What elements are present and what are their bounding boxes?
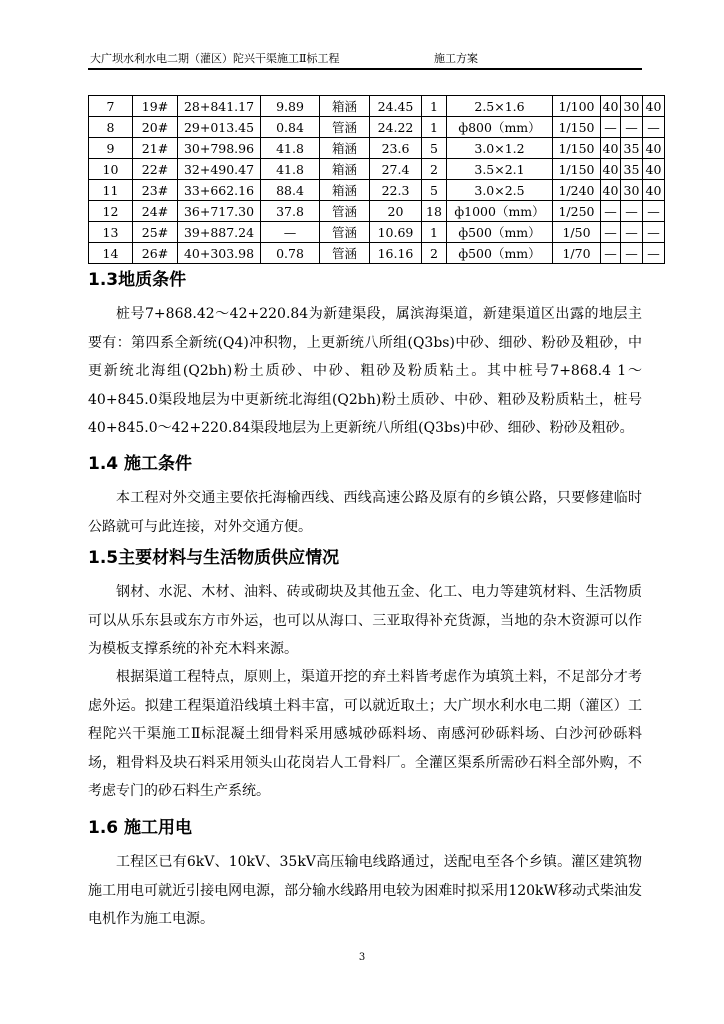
table-cell: 36+717.30 — [178, 201, 261, 222]
culvert-table — [88, 95, 665, 264]
table-row — [89, 117, 665, 138]
table-cell: 37.8 — [261, 201, 320, 222]
table-cell: 3.0×1.2 — [447, 138, 553, 159]
page-number: 3 — [358, 952, 366, 963]
table-cell: — — [621, 243, 643, 264]
table-cell: 5 — [422, 138, 447, 159]
section-title-construction-conditions: 1.4 施工条件 — [88, 454, 193, 474]
table-cell: 19# — [133, 96, 178, 117]
table-cell: 32+490.47 — [178, 159, 261, 180]
table-row — [89, 96, 665, 117]
table-cell: 2 — [422, 159, 447, 180]
table-cell: 24.22 — [370, 117, 422, 138]
table-cell: 9.89 — [261, 96, 320, 117]
table-cell: 22.3 — [370, 180, 422, 201]
table-cell: 24.45 — [370, 96, 422, 117]
table-cell: 管涵 — [320, 222, 370, 243]
table-cell: ф500（mm） — [447, 243, 553, 264]
table-cell: 1/150 — [553, 117, 601, 138]
table-cell: 23.6 — [370, 138, 422, 159]
table-cell: 14 — [89, 243, 133, 264]
table-cell: 23# — [133, 180, 178, 201]
table-cell: 7 — [89, 96, 133, 117]
table-cell: 箱涵 — [320, 180, 370, 201]
table-cell: 40 — [601, 96, 621, 117]
header-doc-type: 施工方案 — [434, 52, 478, 65]
table-cell: 24# — [133, 201, 178, 222]
table-cell: — — [601, 243, 621, 264]
table-cell: 35 — [621, 159, 643, 180]
table-cell: 22# — [133, 159, 178, 180]
table-cell: 40 — [643, 159, 665, 180]
header-project-title: 大广坝水利水电二期（灌区）陀兴干渠施工Ⅱ标工程 — [90, 52, 340, 65]
section-title-geology: 1.3地质条件 — [88, 270, 187, 290]
table-cell: 21# — [133, 138, 178, 159]
table-cell: 管涵 — [320, 117, 370, 138]
table-cell: — — [643, 117, 665, 138]
table-cell: 9 — [89, 138, 133, 159]
geology-paragraph: 桩号7+868.42～42+220.84为新建渠段，属滨海渠道，新建渠道区出露的地层主要有：第四系全新统(Q4)冲积物，上更新统八所组(Q3bs)中砂、细砂、粉砂及粗砂，中更新统北海组(Q2bh)粉土质砂、中砂、粗砂及粉质粘土。其中桩号7+868.4 1～40+845.0渠段地层为中更新统北海组(Q2bh)粉土质砂、中砂、粗砂及粉质粘土，桩号40+845.0～42+220.84渠段地层为上更新统八所组(Q3bs)中砂、细砂、粉砂及粗砂。 — [88, 306, 642, 436]
table-row — [89, 138, 665, 159]
table-cell: 16.16 — [370, 243, 422, 264]
section-title-materials-supply: 1.5主要材料与生活物质供应情况 — [88, 548, 340, 568]
section-title-power-supply: 1.6 施工用电 — [88, 818, 193, 838]
table-cell: 28+841.17 — [178, 96, 261, 117]
table-cell: — — [643, 201, 665, 222]
table-cell: 1/240 — [553, 180, 601, 201]
table-cell: — — [601, 222, 621, 243]
table-cell: 10 — [89, 159, 133, 180]
page-header — [88, 52, 642, 70]
table-cell: 33+662.16 — [178, 180, 261, 201]
power-supply-paragraph: 工程区已有6kV、10kV、35kV高压输电线路通过，送配电至各个乡镇。灌区建筑物施工用电可就近引接电网电源，部分输水线路用电较为困难时拟采用120kW移动式柴油发电机作为施工电源。 — [88, 854, 642, 927]
table-cell: 13 — [89, 222, 133, 243]
table-cell: 27.4 — [370, 159, 422, 180]
table-cell: 8 — [89, 117, 133, 138]
table-cell: — — [643, 222, 665, 243]
table-cell: 1 — [422, 117, 447, 138]
table-cell: 30+798.96 — [178, 138, 261, 159]
table-cell: — — [621, 117, 643, 138]
table-cell: 40 — [601, 138, 621, 159]
table-cell: 29+013.45 — [178, 117, 261, 138]
table-cell: 30 — [621, 180, 643, 201]
table-cell: 1 — [422, 222, 447, 243]
table-cell: ф500（mm） — [447, 222, 553, 243]
construction-conditions-paragraph: 本工程对外交通主要依托海榆西线、西线高速公路及原有的乡镇公路，只要修建临时公路就可与此连接，对外交通方便。 — [88, 490, 642, 535]
table-cell: 40 — [643, 96, 665, 117]
materials-paragraph-1: 钢材、水泥、木材、油料、砖或砌块及其他五金、化工、电力等建筑材料、生活物质可以从乐东县或东方市外运，也可以从海口、三亚取得补充货源，当地的杂木资源可以作为模板支撑系统的补充木料来源。 — [88, 584, 642, 657]
table-cell: 2.5×1.6 — [447, 96, 553, 117]
table-cell: ф1000（mm） — [447, 201, 553, 222]
table-row — [89, 159, 665, 180]
table-cell: 1/250 — [553, 201, 601, 222]
table-cell: 0.78 — [261, 243, 320, 264]
table-cell: 3.5×2.1 — [447, 159, 553, 180]
table-cell: 20 — [370, 201, 422, 222]
table-row — [89, 243, 665, 264]
table-row — [89, 222, 665, 243]
table-cell: 39+887.24 — [178, 222, 261, 243]
table-cell: 1/150 — [553, 159, 601, 180]
materials-paragraph-2: 根据渠道工程特点，原则上，渠道开挖的弃土料皆考虑作为填筑土料，不足部分才考虑外运。拟建工程渠道沿线填土料丰富，可以就近取土；大广坝水利水电二期（灌区）工程陀兴干渠施工Ⅱ标混凝土细骨料采用感城砂砾料场、南感河砂砾料场、白沙河砂砾料场，粗骨料及块石料采用领头山花岗岩人工骨料厂。全灌区渠系所需砂石料全部外购，不考虑专门的砂石料生产系统。 — [88, 669, 642, 799]
table-cell: 40+303.98 — [178, 243, 261, 264]
table-cell: — — [601, 117, 621, 138]
table-cell: 18 — [422, 201, 447, 222]
table-cell: 10.69 — [370, 222, 422, 243]
table-cell: 箱涵 — [320, 159, 370, 180]
table-cell: 40 — [643, 138, 665, 159]
table-cell: 箱涵 — [320, 96, 370, 117]
table-cell: 25# — [133, 222, 178, 243]
table-cell: ф800（mm） — [447, 117, 553, 138]
table-cell: 41.8 — [261, 138, 320, 159]
table-row — [89, 201, 665, 222]
table-cell: 管涵 — [320, 243, 370, 264]
table-cell: 40 — [601, 180, 621, 201]
table-cell: 管涵 — [320, 201, 370, 222]
table-cell: — — [261, 222, 320, 243]
table-cell: 1/100 — [553, 96, 601, 117]
table-cell: 1/150 — [553, 138, 601, 159]
table-cell: 2 — [422, 243, 447, 264]
table-cell: 5 — [422, 180, 447, 201]
table-cell: 35 — [621, 138, 643, 159]
table-cell: 88.4 — [261, 180, 320, 201]
table-cell: 26# — [133, 243, 178, 264]
table-cell: — — [601, 201, 621, 222]
table-cell: — — [621, 222, 643, 243]
table-cell: — — [643, 243, 665, 264]
table-cell: 1 — [422, 96, 447, 117]
table-cell: 3.0×2.5 — [447, 180, 553, 201]
table-row — [89, 180, 665, 201]
table-cell: 箱涵 — [320, 138, 370, 159]
table-cell: 20# — [133, 117, 178, 138]
table-cell: 40 — [601, 159, 621, 180]
table-cell: 1/50 — [553, 222, 601, 243]
table-cell: 1/70 — [553, 243, 601, 264]
table-cell: 12 — [89, 201, 133, 222]
table-cell: 0.84 — [261, 117, 320, 138]
table-cell: 41.8 — [261, 159, 320, 180]
table-cell: — — [621, 201, 643, 222]
table-cell: 40 — [643, 180, 665, 201]
table-cell: 11 — [89, 180, 133, 201]
table-cell: 30 — [621, 96, 643, 117]
